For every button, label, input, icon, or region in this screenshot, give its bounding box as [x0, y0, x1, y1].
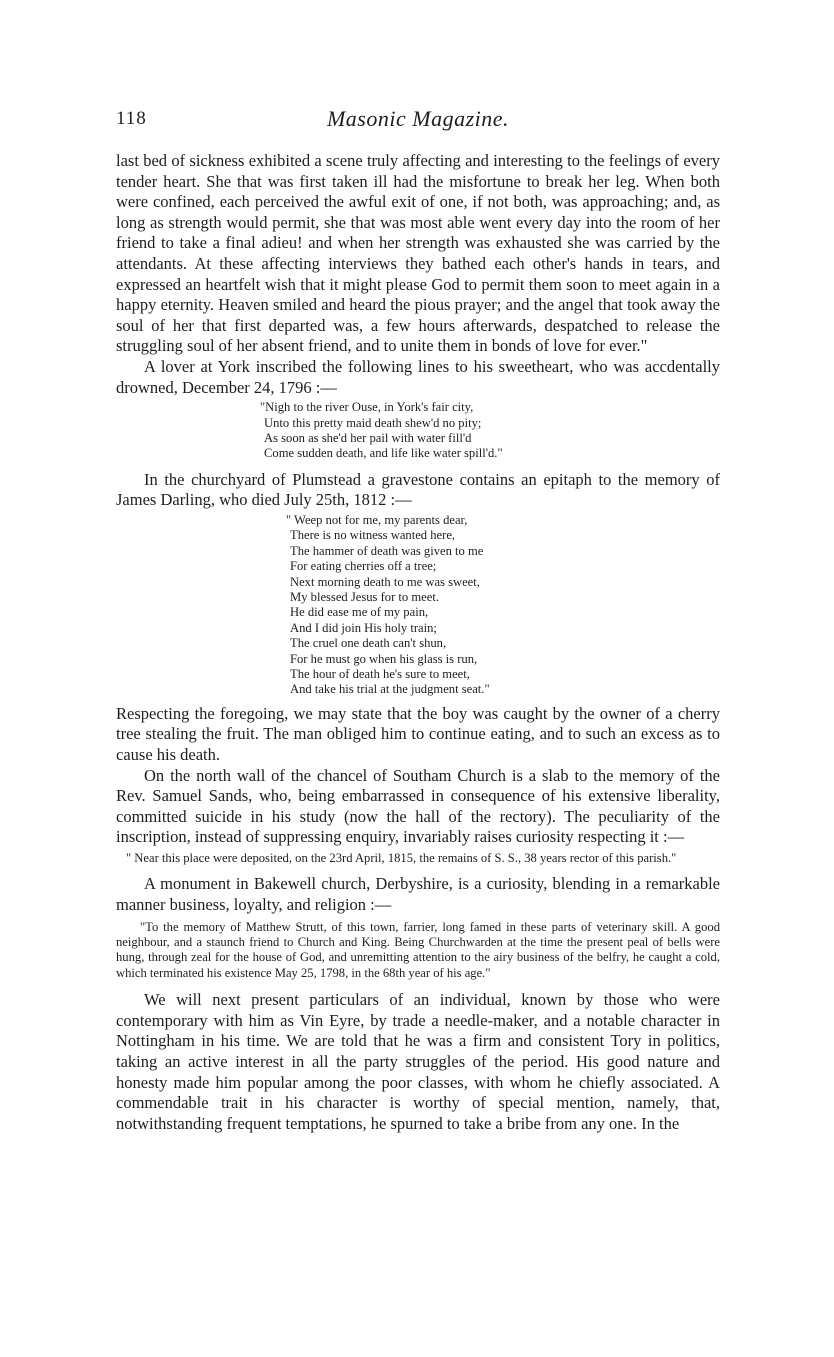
poem-line: As soon as she'd her pail with water fill'd — [264, 430, 472, 445]
york-epitaph-poem — [116, 398, 720, 470]
page-header — [116, 106, 720, 140]
paragraph-vin-eyre: We will next present particulars of an individual, known by those who were contemporary with him as Vin Eyre, by trade a needle-maker, and a notable character in Nottingham in his time. We are told that he was a firm and consistent Tory in politics, taking an active interest in all the party struggles of the period. His good nature and honesty made him popular among the poor classes, with whom he chiefly associated. A commendable trait in his character is worthy of special mention, namely, that, notwithstanding frequent temptations, he spurned to take a bribe from any one. In the — [116, 990, 720, 1133]
paragraph-southam: On the north wall of the chancel of Southam Church is a slab to the memory of the Rev. Samuel Sands, who, being embarrassed in consequence of his extensive liberality, committed suicide in his study (now the hall of the rectory). The peculiarity of the inscription, instead of suppressing enquiry, invariably raises curiosity respecting it :— — [116, 765, 720, 847]
poem-line: The hammer of death was given to me — [290, 543, 484, 558]
poem-line: The hour of death he's sure to meet, — [290, 667, 470, 681]
article-body — [116, 151, 720, 1134]
page-number: 118 — [116, 108, 147, 129]
paragraph-foregoing: Respecting the foregoing, we may state that the boy was caught by the owner of a cherry tree stealing the fruit. The man obliged him to continue eating, and to such an excess as to cause his death. — [116, 703, 720, 764]
poem-line: Next morning death to me was sweet, — [290, 574, 480, 589]
bakewell-inscription: "To the memory of Matthew Strutt, of this town, farrier, long famed in these parts of veterinary skill. A good neighbour, and a staunch friend to Church and King. Being Churchwarden at the time the present peal of bells were hung, through zeal for the house of God, and unremitting attention to the airy business of the belfry, he caught a cold, which terminated his existence May 25, 1798, in the 68th year of his age." — [116, 919, 720, 980]
poem-line: And take his trial at the judgment seat." — [290, 682, 490, 697]
poem-line: "Nigh to the river Ouse, in York's fair city, — [260, 400, 474, 415]
plumstead-epitaph-poem — [116, 511, 720, 704]
poem-line: There is no witness wanted here, — [290, 528, 456, 543]
southam-inscription: " Near this place were deposited, on the 23rd April, 1815, the remains of S. S., 38 years rector of this parish." — [126, 850, 677, 865]
running-title: Masonic Magazine. — [326, 106, 510, 131]
poem-line: He did ease me of my pain, — [290, 605, 429, 620]
poem-line: For he must go when his glass is run, — [290, 651, 478, 666]
paragraph-plumstead: In the churchyard of Plumstead a gravestone contains an epitaph to the memory of James Darling, who died July 25th, 1812 :— — [116, 469, 720, 510]
poem-line: And I did join His holy train; — [290, 620, 437, 635]
paragraph-york-lover: A lover at York inscribed the following lines to his sweetheart, who was accdentally drowned, December 24, 1796 :— — [116, 356, 720, 397]
paragraph-continuation: last bed of sickness exhibited a scene truly affecting and interesting to the feelings of every tender heart. She that was first taken ill had the misfortune to break her leg. When both were confined, each perceived the awful exit of one, if not both, was approaching; and, as long as strength would permit, she that was most able went every day into the room of her friend to take a final adieu! and when her strength was exhausted she was carried by the attendants. At these affecting interviews they bathed each other's hands in tears, and expressed an heartfelt wish that it might please God to permit them soon to meet again in a happy eternity. Heaven smiled and heard the pious prayer; and the angel that took away the soul of her that first departed was, a few hours afterwards, despatched to release the struggling soul of her absent friend, and to unite them in bonds of love for ever." — [116, 151, 720, 356]
poem-line: Come sudden death, and life like water spill'd." — [264, 446, 503, 461]
poem-line: For eating cherries off a tree; — [290, 559, 437, 574]
poem-line: " Weep not for me, my parents dear, — [286, 512, 468, 527]
paragraph-bakewell: A monument in Bakewell church, Derbyshire, is a curiosity, blending in a remarkable manner business, loyalty, and religion :— — [116, 874, 720, 914]
poem-line: The cruel one death can't shun, — [290, 636, 447, 651]
poem-line: Unto this pretty maid death shew'd no pity; — [264, 415, 482, 430]
poem-line: My blessed Jesus for to meet. — [290, 589, 440, 604]
